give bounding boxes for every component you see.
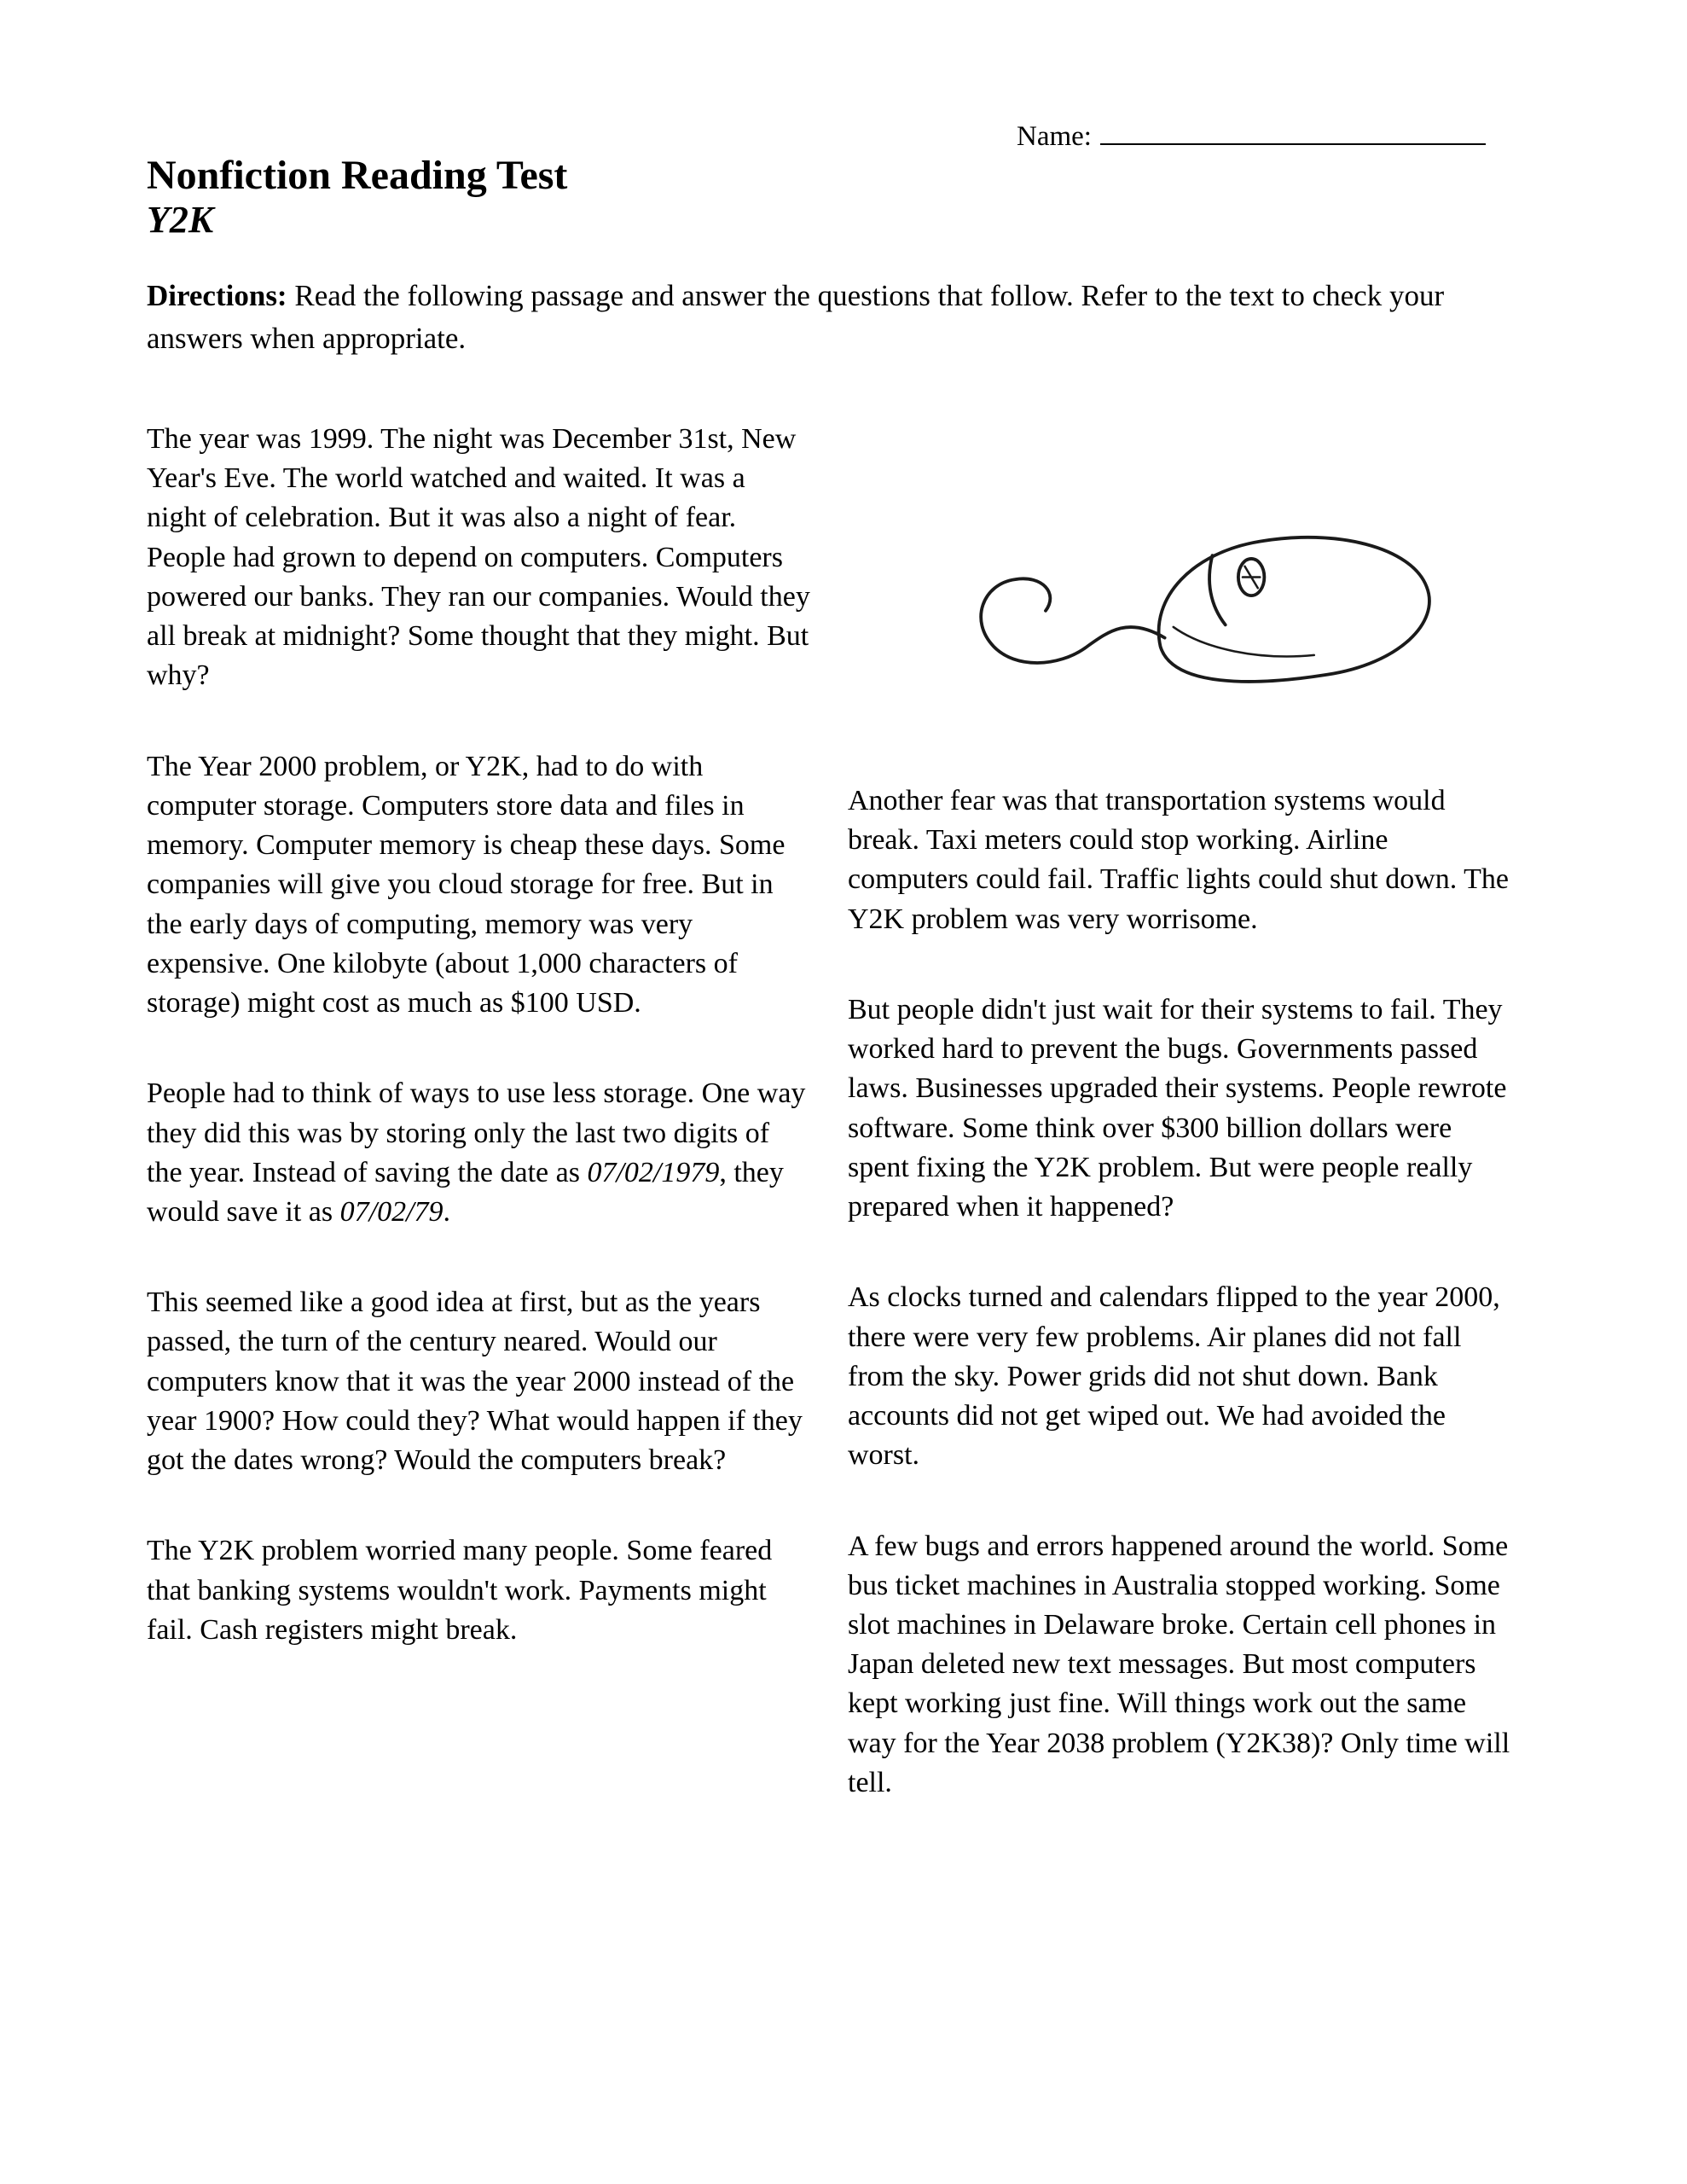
name-blank-line — [1100, 118, 1486, 145]
left-column — [147, 420, 810, 1803]
passage-paragraph: A few bugs and errors happened around the world. Some bus ticket machines in Australia stopped working. Some slot machines in Delaware broke. Certain cell phones in Japan deleted new text messages. But most computers kept working just fine. Will things work out the same way for the Year 2038 problem (Y2K38)? Only time will tell. — [848, 1530, 1510, 1798]
name-row — [1017, 118, 1486, 153]
paragraph-text: . — [443, 1195, 451, 1228]
directions-label: Directions: — [147, 279, 287, 312]
computer-mouse-icon — [933, 479, 1496, 727]
directions — [147, 275, 1494, 359]
passage-paragraph: As clocks turned and calendars flipped to the year 2000, there were very few problems. Air planes did not fall from the sky. Power grids did not shut down. Bank accounts did not get wiped out. We had avoided the worst. — [848, 1281, 1500, 1472]
passage-paragraph: The year was 1999. The night was December 31st, New Year's Eve. The world watched and waited. It was a night of celebration. But it was also a night of fear. People had grown to depend on computers. Computers powered our banks. They ran our companies. Would they all break at midnight? Some thought that they might. But why? — [147, 423, 810, 692]
directions-text: Read the following passage and answer the questions that follow. Refer to the text to check your answers when appropriate. — [147, 279, 1445, 355]
date-italic: 07/02/1979 — [587, 1156, 720, 1188]
passage-paragraph: Another fear was that transportation systems would break. Taxi meters could stop working. Airline computers could fail. Traffic lights could shut down. The Y2K problem was very worrisome. — [848, 785, 1509, 935]
paragraph-text: , they would save it as — [147, 1156, 784, 1228]
passage-paragraph: The Y2K problem worried many people. Some feared that banking systems wouldn't work. Payments might fail. Cash registers might break. — [147, 1535, 773, 1646]
computer-mouse-illustration — [933, 479, 1496, 727]
page-title: Nonfiction Reading Test — [147, 153, 568, 198]
passage-paragraph: The Year 2000 problem, or Y2K, had to do with computer storage. Computers store data and files in memory. Computer memory is cheap these days. Some companies will give you cloud storage for free. But in the early days of computing, memory was very expensive. One kilobyte (about 1,000 characters of storage) might cost as much as $100 USD. — [147, 750, 786, 1019]
paragraph-text: People had to think of ways to use less storage. One way they did this was by storing only the last two digits of the year. Instead of saving the date as — [147, 1077, 806, 1188]
passage-columns — [147, 420, 1511, 1803]
title-block — [147, 152, 567, 242]
name-label: Name: — [1017, 121, 1092, 152]
passage-paragraph: But people didn't just wait for their systems to fail. They worked hard to prevent the bugs. Governments passed laws. Businesses upgraded their systems. People rewrote software. Some think over $300 billion dollars were spent fixing the Y2K problem. But were people really prepared when it happened? — [848, 993, 1507, 1223]
page-subtitle: Y2K — [147, 199, 214, 241]
passage-paragraph — [147, 1074, 810, 1232]
date-italic: 07/02/79 — [339, 1195, 443, 1228]
right-column — [848, 420, 1511, 1803]
passage-paragraph: This seemed like a good idea at first, but as the years passed, the turn of the century neared. Would our computers know that it was the year 2000 instead of the year 1900? How could they? What would happen if they got the dates wrong? Would the computers break? — [147, 1287, 803, 1477]
